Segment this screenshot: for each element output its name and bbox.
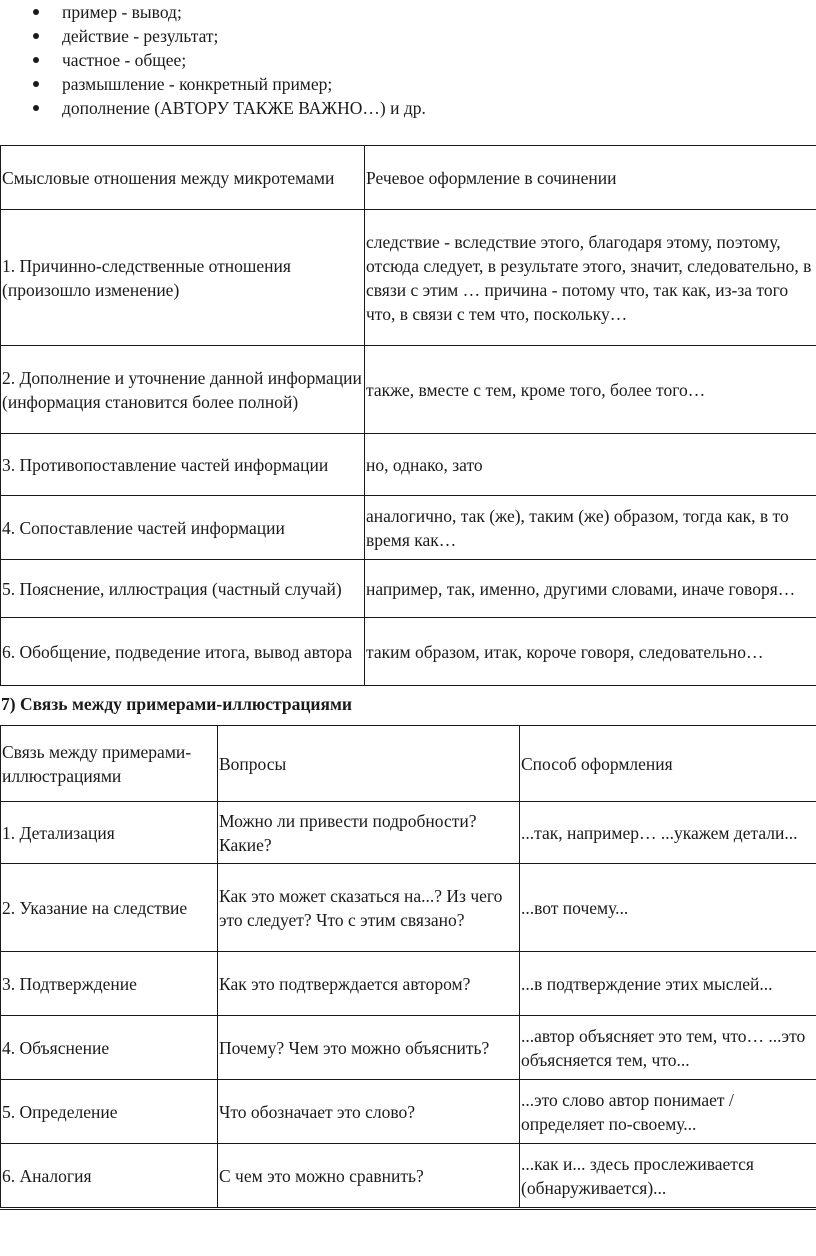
table-cell: также, вместе с тем, кроме того, более того… — [365, 346, 816, 434]
table-cell: 5. Пояснение, иллюстрация (частный случай) — [1, 560, 365, 618]
table-row — [1, 434, 816, 496]
table-cell: ...автор объясняет это тем, что… ...это объясняется тем, что... — [520, 1016, 816, 1080]
table-cell: Что обозначает это слово? — [218, 1080, 520, 1144]
table-row — [1, 618, 816, 686]
table-cell: 6. Обобщение, подведение итога, вывод автора — [1, 618, 365, 686]
table-cell: Почему? Чем это можно объяснить? — [218, 1016, 520, 1080]
table-cell: Как это может сказаться на...? Из чего это следует? Что с этим связано? — [218, 864, 520, 952]
table-cell: ...вот почему... — [520, 864, 816, 952]
semantic-relations-table — [0, 145, 816, 686]
table-cell: С чем это можно сравнить? — [218, 1144, 520, 1208]
list-item: частное - общее; — [0, 48, 816, 72]
table-row — [1, 560, 816, 618]
table-cell: 4. Объяснение — [1, 1016, 218, 1080]
table-cell: Как это подтверждается автором? — [218, 952, 520, 1016]
list-item: размышление - конкретный пример; — [0, 72, 816, 96]
table-row — [1, 952, 816, 1016]
table-cell: ...как и... здесь прослеживается (обнаруживается)... — [520, 1144, 816, 1208]
table-header-cell: Связь между примерами-иллюстрациями — [1, 726, 218, 802]
list-item: дополнение (АВТОРУ ТАКЖЕ ВАЖНО…) и др. — [0, 96, 816, 120]
table-cell: 5. Определение — [1, 1080, 218, 1144]
table-row — [1, 1016, 816, 1080]
table-cell: например, так, именно, другими словами, иначе говоря… — [365, 560, 816, 618]
table-cell: следствие - вследствие этого, благодаря этому, поэтому, отсюда следует, в результате этого, значит, следовательно, в связи с этим … причина - потому что, так как, из-за того что, в связи с тем что, поскольку… — [365, 210, 816, 346]
table-header-cell: Смысловые отношения между микротемами — [1, 146, 365, 210]
bullet-list — [0, 0, 816, 120]
table-row — [1, 496, 816, 560]
table-header-cell: Речевое оформление в сочинении — [365, 146, 816, 210]
table-row — [1, 346, 816, 434]
table-cell: 4. Сопоставление частей информации — [1, 496, 365, 560]
table-cell: таким образом, итак, короче говоря, следовательно… — [365, 618, 816, 686]
table-row — [1, 802, 816, 864]
table-cell: 3. Противопоставление частей информации — [1, 434, 365, 496]
table-header-row — [1, 146, 816, 210]
table-row — [1, 1080, 816, 1144]
table-row — [1, 864, 816, 952]
table-cell: 1. Причинно-следственные отношения (произошло изменение) — [1, 210, 365, 346]
table-cell: аналогично, так (же), таким (же) образом, тогда как, в то время как… — [365, 496, 816, 560]
table-cell: ...так, например… ...укажем детали... — [520, 802, 816, 864]
table-cell: но, однако, зато — [365, 434, 816, 496]
table-row — [1, 210, 816, 346]
list-item: действие - результат; — [0, 24, 816, 48]
list-item: пример - вывод; — [0, 0, 816, 24]
table-cell: ...в подтверждение этих мыслей... — [520, 952, 816, 1016]
table-header-cell: Вопросы — [218, 726, 520, 802]
table-cell: Можно ли привести подробности? Какие? — [218, 802, 520, 864]
table-cell: ...это слово автор понимает / определяет по-своему... — [520, 1080, 816, 1144]
table-row — [1, 1144, 816, 1208]
table-header-row — [1, 726, 816, 802]
page-divider — [0, 1209, 816, 1210]
table-header-cell: Способ оформления — [520, 726, 816, 802]
table-cell: 2. Указание на следствие — [1, 864, 218, 952]
table-cell: 1. Детализация — [1, 802, 218, 864]
table-cell: 3. Подтверждение — [1, 952, 218, 1016]
examples-connection-table — [0, 725, 816, 1208]
section-heading: 7) Связь между примерами-иллюстрациями — [1, 694, 352, 714]
table-cell: 6. Аналогия — [1, 1144, 218, 1208]
table-cell: 2. Дополнение и уточнение данной информации (информация становится более полной) — [1, 346, 365, 434]
